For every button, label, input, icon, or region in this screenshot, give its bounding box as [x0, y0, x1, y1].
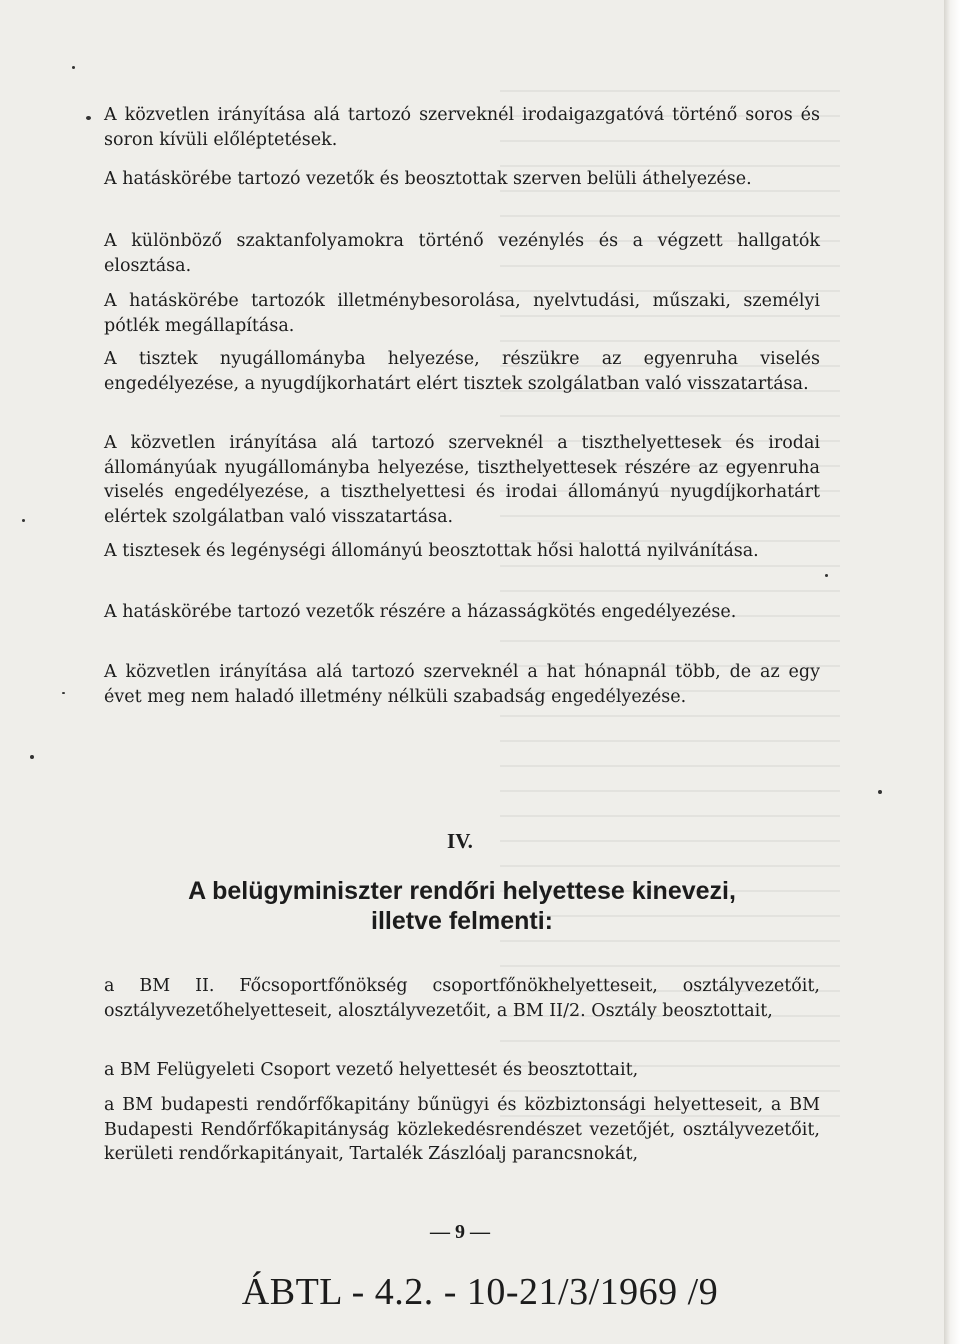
paragraph-heroic-death: A tisztesek és legénységi állományú beosztottak hősi halottá nyilvánítása.: [104, 541, 759, 561]
scan-speck: [30, 755, 34, 759]
scan-speck: [72, 66, 75, 69]
section-title: [104, 876, 820, 936]
section-title-line-2: illetve felmenti:: [371, 907, 553, 935]
paragraph-unpaid-leave: A közvetlen irányítása alá tartozó szerveknél a hat hónapnál több, de az egy évet meg nem haladó illetmény nélküli szabadság engedélyezése.: [104, 662, 820, 707]
scan-speck: [22, 519, 25, 522]
paragraph-nco-retirement: A közvetlen irányítása alá tartozó szerveknél a tiszthelyettesek és irodai állományúak nyugállományba helyezése, tiszthelyettesek részére az egyenruha viselés engedélyezése, a tiszthelyettesi és irodai állományú nyugdíjkorhatárt elértek szolgálatban való visszatartása.: [104, 433, 820, 527]
paragraph-salary-classification: A hatáskörébe tartozók illetménybesorolása, nyelvtudási, műszaki, személyi pótlék megállapítása.: [104, 291, 820, 336]
section-title-line-1: A belügyminiszter rendőri helyettese kinevezi,: [188, 877, 736, 905]
paragraph-marriage-permission: A hatáskörébe tartozó vezetők részére a házasságkötés engedélyezése.: [104, 602, 737, 622]
scan-speck: [825, 574, 828, 577]
page-number: — 9 —: [430, 1221, 490, 1243]
paragraph-promotions: A közvetlen irányítása alá tartozó szerveknél irodaigazgatóvá történő soros és soron kívüli előléptetések.: [104, 105, 820, 150]
scan-speck: [62, 692, 65, 694]
scan-speck: [878, 790, 882, 794]
page-edge: [944, 0, 960, 1344]
paragraph-training-assignment: A különböző szaktanfolyamokra történő vezénylés és a végzett hallgatók elosztása.: [104, 231, 820, 276]
paragraph-transfers: A hatáskörébe tartozó vezetők és beosztottak szerven belüli áthelyezése.: [104, 169, 752, 189]
paragraph-officer-retirement: A tisztek nyugállományba helyezése, részükre az egyenruha viselés engedélyezése, a nyugdíjkorhatárt elért tisztek szolgálatban való visszatartása.: [104, 349, 820, 394]
paragraph-budapest-police: a BM budapesti rendőrfőkapitány bűnügyi és közbiztonsági helyetteseit, a BM Budapesti Rendőrfőkapitányság közlekedésrendészet vezetőjét, osztályvezetőit, kerületi rendőrkapitányait, Tartalék Zászlóalj parancsnokát,: [104, 1095, 820, 1164]
scan-speck: [86, 116, 91, 120]
paragraph-bm-ii-directorate: a BM II. Főcsoportfőnökség csoportfőnökhelyetteseit, osztályvezetőit, osztályvezetőhelyetteseit, alosztályvezetőit, a BM II/2. Osztály beosztottait,: [104, 976, 820, 1021]
section-number: IV.: [447, 829, 473, 853]
archive-reference-stamp: ÁBTL - 4.2. - 10-21/3/1969 /9: [241, 1271, 719, 1313]
paragraph-supervisory-group: a BM Felügyeleti Csoport vezető helyettesét és beosztottait,: [104, 1060, 639, 1080]
